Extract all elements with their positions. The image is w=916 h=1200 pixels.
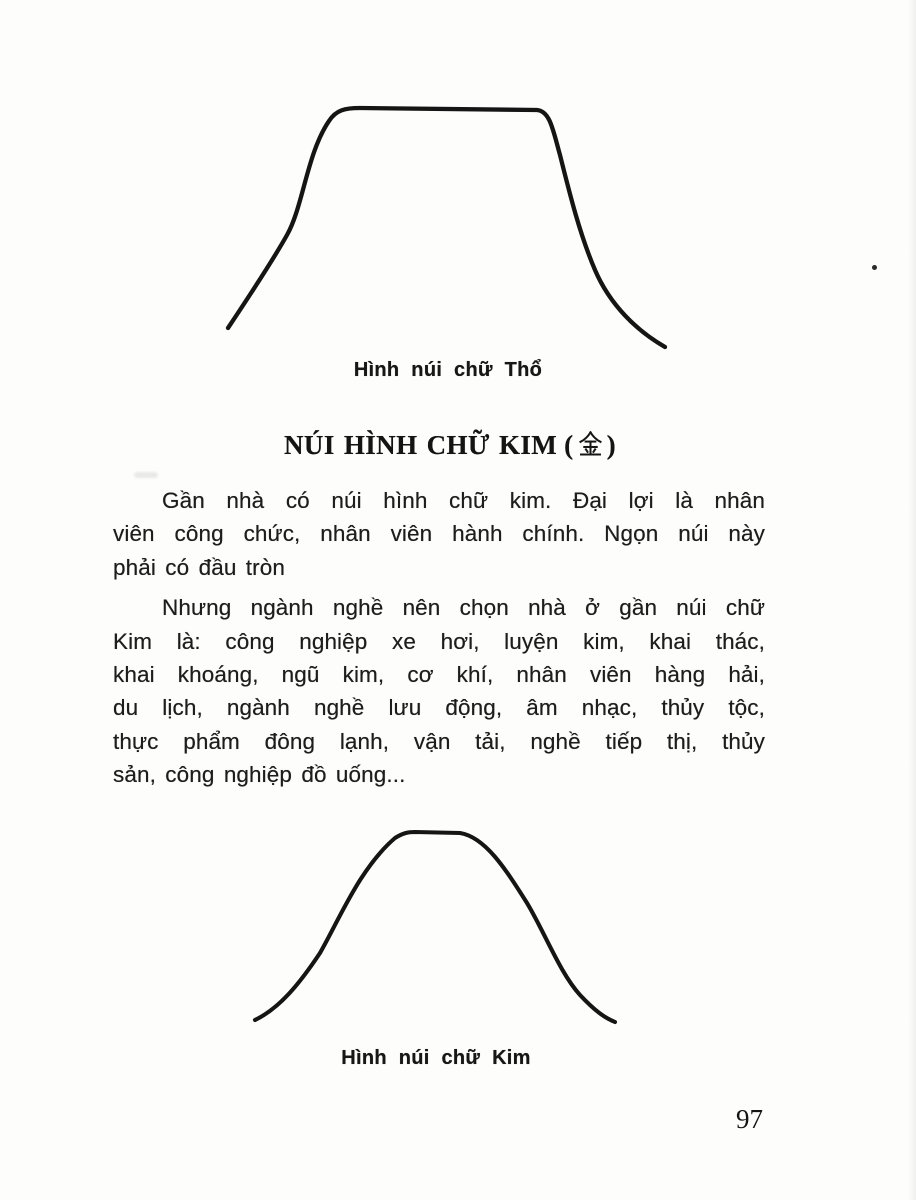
section-heading xyxy=(124,430,776,460)
body-text-column xyxy=(113,484,765,792)
heading-text: NÚI HÌNH CHỮ KIM xyxy=(284,430,558,460)
text-line: khai khoáng, ngũ kim, cơ khí, nhân viên hàng hải, xyxy=(113,662,765,688)
heading-paren-open: ( xyxy=(564,430,574,460)
figure-caption-tho: Hình núi chữ Thổ xyxy=(353,359,543,381)
text-line: Gần nhà có núi hình chữ kim. Đại lợi là nhân xyxy=(162,488,765,513)
text-line: phải có đầu tròn xyxy=(113,554,285,580)
heading-paren-close: ) xyxy=(606,430,616,460)
figure-kim-mountain xyxy=(245,823,620,1028)
kim-character-icon xyxy=(577,430,604,458)
scan-speck xyxy=(872,265,877,270)
kim-mountain-curve-drawing xyxy=(245,823,620,1028)
paragraph xyxy=(113,591,765,791)
text-line: Nhưng ngành nghề nên chọn nhà ở gần núi chữ xyxy=(162,595,765,621)
text-line: sản, công nghiệp đồ uống... xyxy=(113,762,406,788)
text-line: Kim là: công nghiệp xe hơi, luyện kim, khai thác, xyxy=(113,628,765,654)
figure-tho-mountain xyxy=(215,95,670,355)
scan-smudge xyxy=(134,472,158,478)
text-line: thực phẩm đông lạnh, vận tải, nghề tiếp thị, thủy xyxy=(113,728,765,754)
figure-caption-kim: Hình núi chữ Kim xyxy=(341,1047,531,1069)
text-line: viên công chức, nhân viên hành chính. Ngọn núi này xyxy=(113,521,765,547)
page-number: 97 xyxy=(736,1104,763,1134)
tho-mountain-curve-drawing xyxy=(215,95,670,355)
paragraph xyxy=(113,484,765,584)
text-line: du lịch, ngành nghề lưu động, âm nhạc, thủy tộc, xyxy=(113,695,765,721)
